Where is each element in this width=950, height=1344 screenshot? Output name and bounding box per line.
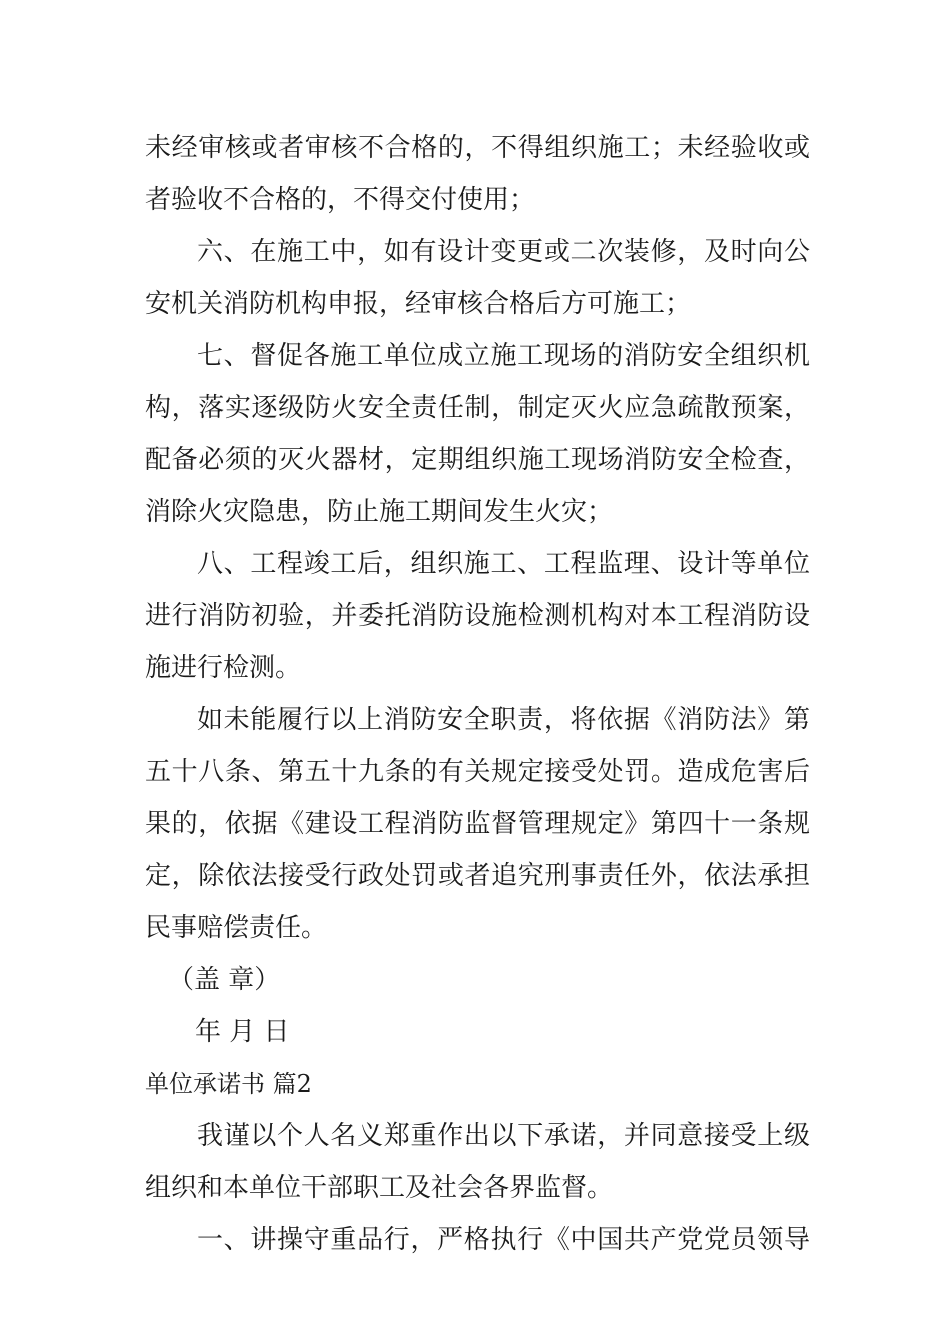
- body-line: 未经审核或者审核不合格的，不得组织施工；未经验收或: [145, 133, 810, 163]
- body-line: 组织和本单位干部职工及社会各界监督。: [145, 1173, 614, 1203]
- paragraph-six-line: 六、在施工中，如有设计变更或二次装修，及时向公: [197, 237, 810, 267]
- body-line: 民事赔偿责任。: [145, 913, 328, 943]
- body-line: 安机关消防机构申报，经审核合格后方可施工；: [145, 289, 692, 319]
- paragraph-eight-line: 八、工程竣工后，组织施工、工程监理、设计等单位: [197, 549, 810, 579]
- body-line: 五十八条、第五十九条的有关规定接受处罚。造成危害后: [145, 757, 810, 787]
- body-line: 果的，依据《建设工程消防监督管理规定》第四十一条规: [145, 809, 810, 839]
- body-line: 定，除依法接受行政处罚或者追究刑事责任外，依法承担: [145, 861, 810, 891]
- body-line: 者验收不合格的，不得交付使用；: [145, 185, 536, 215]
- date-placeholder: 年 月 日: [195, 1017, 290, 1047]
- body-line: 进行消防初验，并委托消防设施检测机构对本工程消防设: [145, 601, 810, 631]
- section-heading: 单位承诺书 篇2: [145, 1070, 312, 1098]
- seal-placeholder: （盖 章）: [168, 965, 281, 995]
- body-line: 构，落实逐级防火安全责任制，制定灭火应急疏散预案，: [145, 393, 810, 423]
- pledge-intro-line: 我谨以个人名义郑重作出以下承诺，并同意接受上级: [197, 1121, 810, 1151]
- body-line: 施进行检测。: [145, 653, 302, 683]
- paragraph-seven-line: 七、督促各施工单位成立施工现场的消防安全组织机: [197, 341, 810, 371]
- pledge-item-one-line: 一、讲操守重品行，严格执行《中国共产党党员领导: [197, 1225, 810, 1255]
- body-line: 消除火灾隐患，防止施工期间发生火灾；: [145, 497, 614, 527]
- penalty-paragraph-line: 如未能履行以上消防安全职责，将依据《消防法》第: [197, 705, 810, 735]
- body-line: 配备必须的灭火器材，定期组织施工现场消防安全检查，: [145, 445, 810, 475]
